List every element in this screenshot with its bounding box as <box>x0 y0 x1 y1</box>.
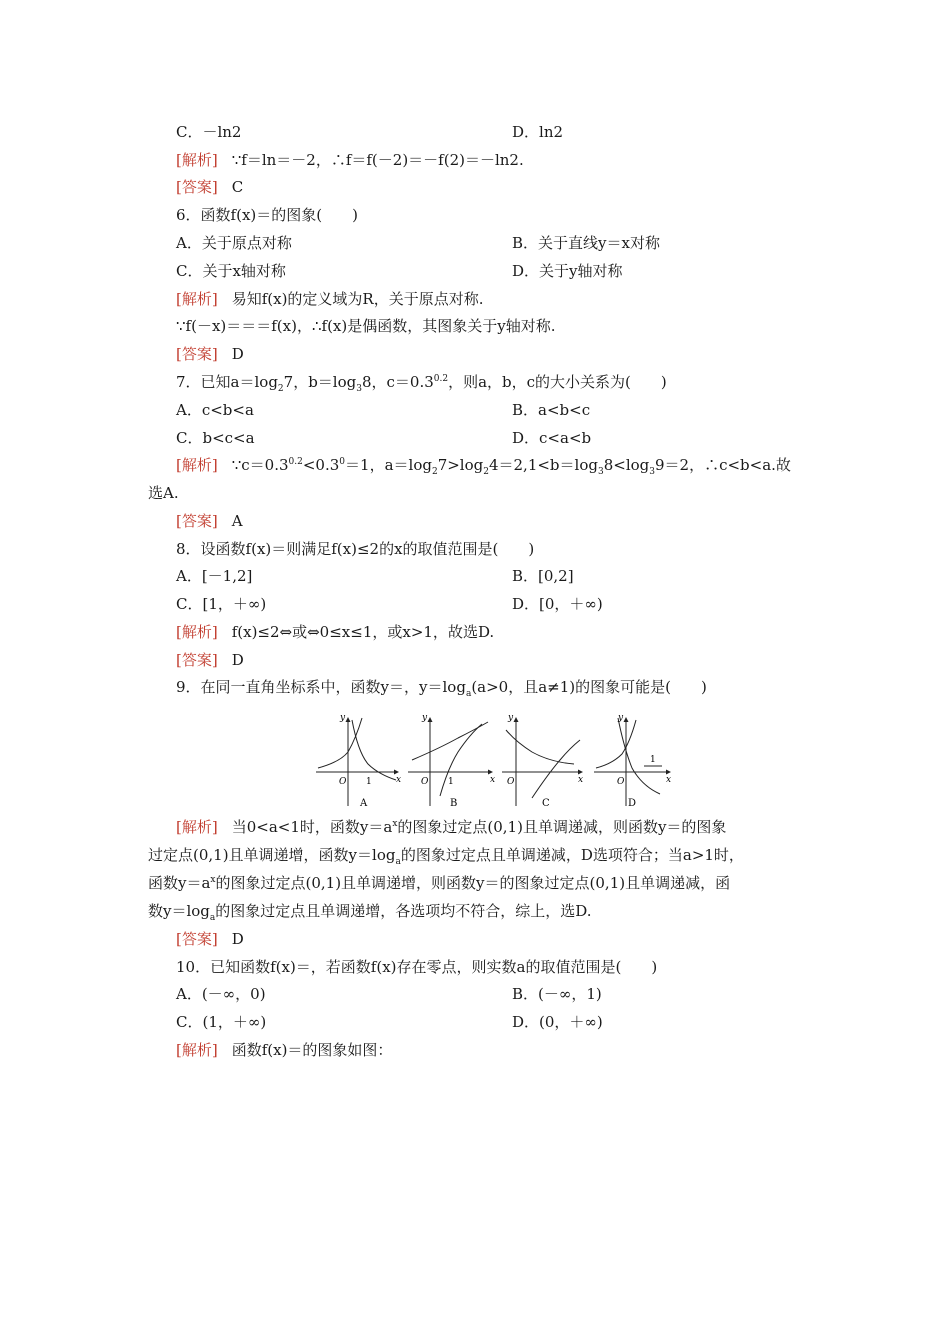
q7-analysis-sub: 2 <box>483 467 489 477</box>
q9-analysis-line2 <box>148 842 744 868</box>
q10-option-c: C．(1，＋∞) <box>176 1013 267 1031</box>
q6-stem: 6．函数f(x)＝的图象( ) <box>176 206 358 224</box>
answer-tag: [答案] <box>176 178 218 196</box>
answer-tag: [答案] <box>176 345 218 363</box>
q10-option-d: D．(0，＋∞) <box>512 1013 603 1031</box>
q6-analysis-text-1: 易知f(x)的定义域为R，关于原点对称. <box>231 290 484 308</box>
q5-answer-value: C <box>231 178 244 196</box>
q9-stem-part: (a>0，且a≠1)的图象可能是( ) <box>471 678 707 696</box>
q8-option-d: D．[0，＋∞) <box>512 595 603 613</box>
q6-analysis <box>176 286 484 312</box>
q6-answer <box>176 341 244 367</box>
q8-option-b: B．[0,2] <box>512 567 574 585</box>
q9-stem-part: 9．在同一直角坐标系中，函数y＝，y＝log <box>176 678 466 696</box>
answer-tag: [答案] <box>176 651 218 669</box>
q5-option-c: C．－ln2 <box>176 123 242 141</box>
axis-label-x: x <box>396 775 402 785</box>
q7-stem-part: 7．已知a＝log <box>176 373 278 391</box>
q10-option-b: B．(－∞，1) <box>512 985 602 1003</box>
q6-option-c: C．关于x轴对称 <box>176 262 286 280</box>
q10-analysis-text: 函数f(x)＝的图象如图： <box>231 1041 393 1059</box>
origin-label: O <box>617 777 625 787</box>
analysis-tag: [解析] <box>176 818 218 836</box>
axis-label-x: x <box>578 775 584 785</box>
q7-answer <box>176 508 243 534</box>
graph-panel-c <box>502 718 582 806</box>
graph-panel-b <box>408 718 492 806</box>
q6-answer-value: D <box>231 345 244 363</box>
q9-graph-figure <box>312 712 676 812</box>
q7-analysis-sup: 0.2 <box>288 457 303 467</box>
q9-analysis-part: 当0<a<1时，函数y＝a <box>231 818 393 836</box>
q7-stem-sup: 0.2 <box>433 374 449 384</box>
q7-analysis-part: 8<log <box>603 456 650 474</box>
panel-label-c: C <box>542 798 550 809</box>
axis-label-x: x <box>666 775 672 785</box>
q9-analysis-line3 <box>148 870 730 896</box>
q8-answer <box>176 647 244 673</box>
q7-option-a: A．c<b<a <box>176 401 254 419</box>
origin-label: O <box>421 777 429 787</box>
q5-option-d: D．ln2 <box>512 123 564 141</box>
q5-analysis-text: ∵f＝ln＝－2，∴f＝f(－2)＝－f(2)＝－ln2. <box>231 151 524 169</box>
axis-label-y: y <box>340 713 346 723</box>
q10-option-a: A．(－∞，0) <box>176 985 266 1003</box>
answer-tag: [答案] <box>176 512 218 530</box>
q7-analysis-part: 9＝2，∴c<b<a.故 <box>654 456 791 474</box>
tick-label-one: 1 <box>366 777 372 787</box>
q9-analysis-sup: x <box>392 819 398 829</box>
q8-analysis <box>176 619 494 645</box>
q8-option-a: A．[－1,2] <box>176 567 253 585</box>
q9-analysis-sub: a <box>395 857 401 867</box>
q9-analysis-part: 的图象过定点(0,1)且单调递增，则函数y＝的图象过定点(0,1)且单调递减，函 <box>215 874 731 892</box>
q10-analysis <box>176 1037 392 1063</box>
axis-label-y: y <box>618 713 624 723</box>
q9-stem-sub: a <box>465 689 472 699</box>
q6-option-a: A．关于原点对称 <box>176 234 292 252</box>
q7-stem-part: 8，c＝0.3 <box>361 373 434 391</box>
analysis-tag: [解析] <box>176 623 218 641</box>
q7-stem <box>176 369 667 395</box>
q7-option-c: C．b<c<a <box>176 429 255 447</box>
q9-analysis-sub: a <box>209 913 216 923</box>
q8-option-c: C．[1，＋∞) <box>176 595 267 613</box>
q7-answer-value: A <box>231 512 243 530</box>
analysis-tag: [解析] <box>176 151 218 169</box>
q7-analysis-sup: 0 <box>339 457 346 467</box>
q9-analysis-part: 过定点(0,1)且单调递增，函数y＝log <box>148 846 396 864</box>
analysis-tag: [解析] <box>176 456 218 474</box>
q9-analysis-part: 的图象过定点且单调递增，各选项均不符合，综上，选D. <box>215 902 592 920</box>
q7-analysis-sub: 2 <box>431 467 438 477</box>
axis-label-y: y <box>508 713 514 723</box>
q7-option-b: B．a<b<c <box>512 401 591 419</box>
tick-label-one: 1 <box>448 777 454 787</box>
q7-analysis-sub: 3 <box>597 467 604 477</box>
q5-answer <box>176 174 243 200</box>
q6-analysis-text-2: ∵f(－x)＝＝＝f(x)，∴f(x)是偶函数，其图象关于y轴对称. <box>176 317 556 335</box>
analysis-tag: [解析] <box>176 290 218 308</box>
q7-analysis-part: ＝1，a＝log <box>345 456 432 474</box>
answer-tag: [答案] <box>176 930 218 948</box>
q9-analysis-part: 的图象过定点且单调递减，D选项符合；当a>1时， <box>400 846 744 864</box>
q9-answer <box>176 926 244 952</box>
q9-analysis-part: 函数y＝a <box>148 874 211 892</box>
q7-analysis-part: <0.3 <box>302 456 340 474</box>
q9-analysis-line1 <box>176 814 726 840</box>
panel-label-a: A <box>360 798 368 809</box>
q5-analysis <box>176 147 524 173</box>
q7-analysis-part: ∵c＝0.3 <box>231 456 289 474</box>
q7-option-d: D．c<a<b <box>512 429 592 447</box>
q9-analysis-part: 数y＝log <box>148 902 210 920</box>
q7-analysis <box>176 452 791 478</box>
axis-label-x: x <box>490 775 496 785</box>
q10-stem: 10．已知函数f(x)＝，若函数f(x)存在零点，则实数a的取值范围是( ) <box>176 958 658 976</box>
q6-option-b: B．关于直线y＝x对称 <box>512 234 660 252</box>
origin-label: O <box>507 777 515 787</box>
q7-analysis-part: 7>log <box>437 456 484 474</box>
graph-panel-a <box>316 718 398 806</box>
q7-analysis-part: 4＝2,1<b＝log <box>488 456 598 474</box>
q8-stem: 8．设函数f(x)＝则满足f(x)≤2的x的取值范围是( ) <box>176 540 535 558</box>
tick-label-one: 1 <box>650 755 656 765</box>
graph-panel-d <box>594 718 670 806</box>
q9-stem <box>176 674 707 700</box>
q8-analysis-text: f(x)≤2⇔或⇔0≤x≤1，或x>1，故选D. <box>231 623 495 641</box>
q7-stem-sub: 2 <box>277 384 284 394</box>
q9-analysis-part: 的图象过定点(0,1)且单调递减，则函数y＝的图象 <box>397 818 727 836</box>
q9-analysis-line4 <box>148 898 592 924</box>
q7-stem-part: 7，b＝log <box>283 373 357 391</box>
q7-analysis-sub: 3 <box>649 467 655 477</box>
analysis-tag: [解析] <box>176 1041 218 1059</box>
q9-answer-value: D <box>231 930 244 948</box>
origin-label: O <box>339 777 347 787</box>
panel-label-b: B <box>450 798 458 809</box>
q7-analysis-line2: 选A. <box>148 484 179 502</box>
axis-label-y: y <box>422 713 428 723</box>
q6-option-d: D．关于y轴对称 <box>512 262 623 280</box>
q8-answer-value: D <box>231 651 244 669</box>
q7-stem-sub: 3 <box>356 384 362 394</box>
q9-graphs-svg <box>312 712 676 812</box>
q9-analysis-sup: x <box>210 875 216 885</box>
q7-stem-part: ，则a，b，c的大小关系为( ) <box>448 373 667 391</box>
panel-label-d: D <box>628 798 637 809</box>
